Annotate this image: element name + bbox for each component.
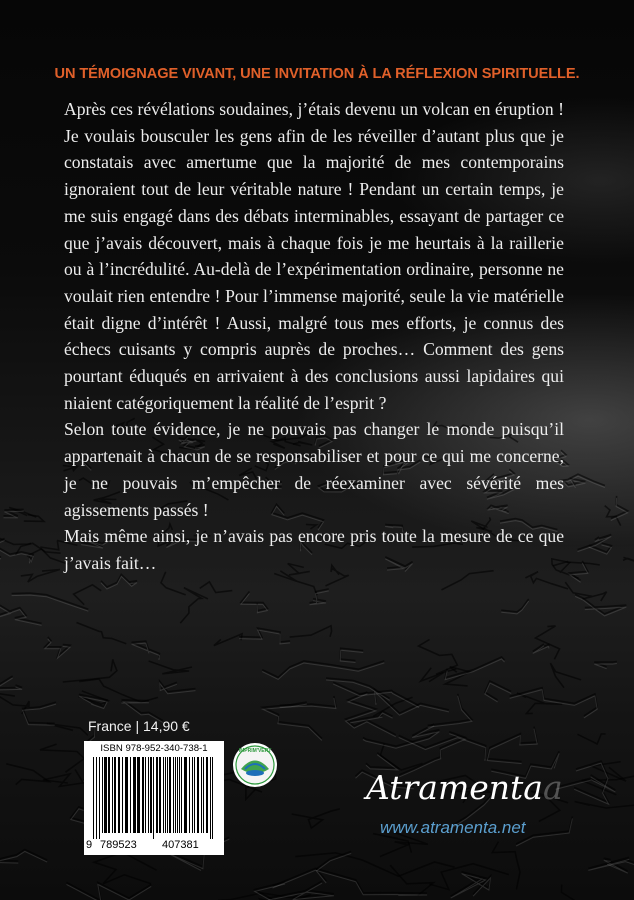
ground-crack (6, 764, 49, 785)
ground-crack (74, 585, 102, 605)
barcode-bar (189, 757, 190, 833)
ground-crack (492, 842, 520, 890)
ground-crack (239, 628, 290, 642)
ground-crack (0, 693, 29, 714)
barcode-bar (173, 757, 174, 833)
ean-digit-group: 407381 (162, 839, 199, 851)
ground-crack (517, 693, 562, 714)
ground-crack (290, 626, 332, 637)
barcode-bar (175, 757, 176, 833)
barcode-bar (104, 757, 107, 833)
barcode-bar (181, 757, 182, 833)
ground-crack (623, 557, 634, 564)
barcode-bar (156, 757, 158, 833)
ground-crack (0, 676, 22, 688)
seal-text: IMPRIM'VERT (238, 748, 272, 754)
ground-highlight (263, 704, 322, 740)
isbn-label: ISBN 978-952-340-738-1 (100, 743, 208, 754)
ground-crack (390, 865, 433, 895)
ground-crack (562, 885, 603, 900)
price-country: France (88, 718, 132, 734)
barcode-bar (133, 757, 136, 833)
barcode-bar (96, 757, 97, 839)
ground-crack (565, 582, 606, 601)
ground-crack (43, 770, 83, 787)
body-paragraph: Mais même ainsi, je n’avais pas encore pris toute la mesure de ce que j’avais fait… (64, 526, 564, 573)
barcode-bar (99, 757, 100, 839)
barcode-bar (130, 757, 131, 833)
barcode-bar (148, 757, 149, 833)
ground-crack (0, 536, 31, 545)
publisher-name: Atramenta (366, 768, 543, 807)
barcode-bars (93, 757, 215, 839)
ground-crack (501, 599, 528, 612)
barcode-bar (125, 757, 128, 833)
price-separator: | (135, 718, 143, 734)
barcode-bar (112, 757, 113, 833)
ground-crack (180, 588, 208, 623)
ean-digit-group: 9 (86, 839, 93, 851)
barcode-bar (206, 757, 208, 833)
ground-crack (21, 570, 60, 583)
barcode-bar (163, 757, 164, 833)
barcode-bar (150, 757, 152, 833)
barcode-bar (122, 757, 123, 833)
ground-highlight (0, 559, 1, 575)
body-paragraph: Après ces révélations soudaines, j’étais devenu un volcan en éruption ! Je voulais bousculer les gens afin de les réveiller d’autant plus que je constatais avec amertume que la majorité de mes contemporains ignoraient tout de leur véritable nature ! Pendant un certain temps, je me suis engagé dans des débats interminables, essayant de partager ce que j’avais découvert, mais à chaque fois je me heurtais à la raillerie ou à l’incrédulité. Au-delà de l’expérimentation ordinaire, personne ne voulait rien entendre ! Pour l’immense majorité, seule la vie matérielle était digne d’intérêt ! Aussi, malgré tous mes efforts, je connus des échecs cuisants y compris auprès de proches… Comment des gens pourtant éduqués en arrivaient à des conclusions aussi lapidaires qui niaient catégoriquement la réalité de l’esprit ? (64, 99, 564, 413)
imprim-vert-seal-icon (232, 742, 278, 788)
ground-crack (421, 668, 444, 682)
barcode-bar (165, 757, 166, 833)
ground-highlight (0, 547, 33, 564)
barcode-bar (108, 757, 110, 833)
body-paragraph: Selon toute évidence, je ne pouvais pas changer le monde puisqu’il appartenait à chacun de se responsabiliser et pour ce qui me concerne, je ne pouvais m’empêcher de réexaminer avec sévérité mes agissements passés ! (64, 419, 564, 520)
barcode-bar (194, 757, 195, 833)
barcode-bar (184, 757, 187, 833)
barcode-bar (210, 757, 211, 839)
ground-crack (94, 852, 156, 884)
barcode-bar (179, 757, 180, 833)
headline: UN TÉMOIGNAGE VIVANT, UNE INVITATION À LA RÉFLEXION SPIRITUELLE. (54, 66, 580, 82)
barcode-bar (203, 757, 204, 833)
ground-crack (77, 623, 127, 644)
barcode-bar (201, 757, 202, 833)
barcode-bar (177, 757, 178, 833)
ground-crack (535, 626, 559, 659)
ground-highlight (262, 663, 384, 680)
ground-crack (241, 592, 268, 611)
barcode-bar (169, 757, 171, 833)
barcode-bar (167, 757, 168, 833)
barcode-bar (145, 757, 146, 833)
ground-crack (366, 753, 398, 768)
barcode-bar (118, 757, 120, 833)
ground-crack (428, 694, 472, 726)
ground-crack (611, 496, 628, 519)
barcode-bar (212, 757, 213, 839)
barcode-bar (192, 757, 193, 833)
barcode-bar (159, 757, 161, 833)
ean-digit-group: 789523 (100, 839, 137, 851)
price-amount: 14,90 € (143, 718, 190, 734)
barcode-bar (93, 757, 94, 839)
ground-crack (149, 661, 192, 674)
publisher-logo (366, 768, 563, 807)
ground-crack (263, 702, 322, 738)
barcode (84, 741, 224, 855)
ground-crack (292, 809, 340, 828)
barcode-bar (197, 757, 199, 833)
ground-crack (550, 663, 581, 688)
barcode-bar (114, 757, 116, 833)
ground-crack (40, 744, 84, 772)
ground-crack (63, 659, 117, 682)
barcode-bar (142, 757, 144, 833)
ground-crack (575, 594, 626, 614)
barcode-bar (137, 757, 140, 833)
barcode-bar (102, 757, 103, 833)
ground-crack (380, 744, 422, 771)
publisher-logo-flourish: a (542, 768, 563, 807)
barcode-bar (153, 757, 154, 839)
ground-crack (200, 582, 233, 593)
ground-crack (214, 634, 242, 646)
ground-crack (578, 734, 606, 744)
price-label (88, 718, 190, 734)
body-text (64, 96, 564, 577)
publisher-url[interactable]: www.atramenta.net (380, 818, 526, 837)
